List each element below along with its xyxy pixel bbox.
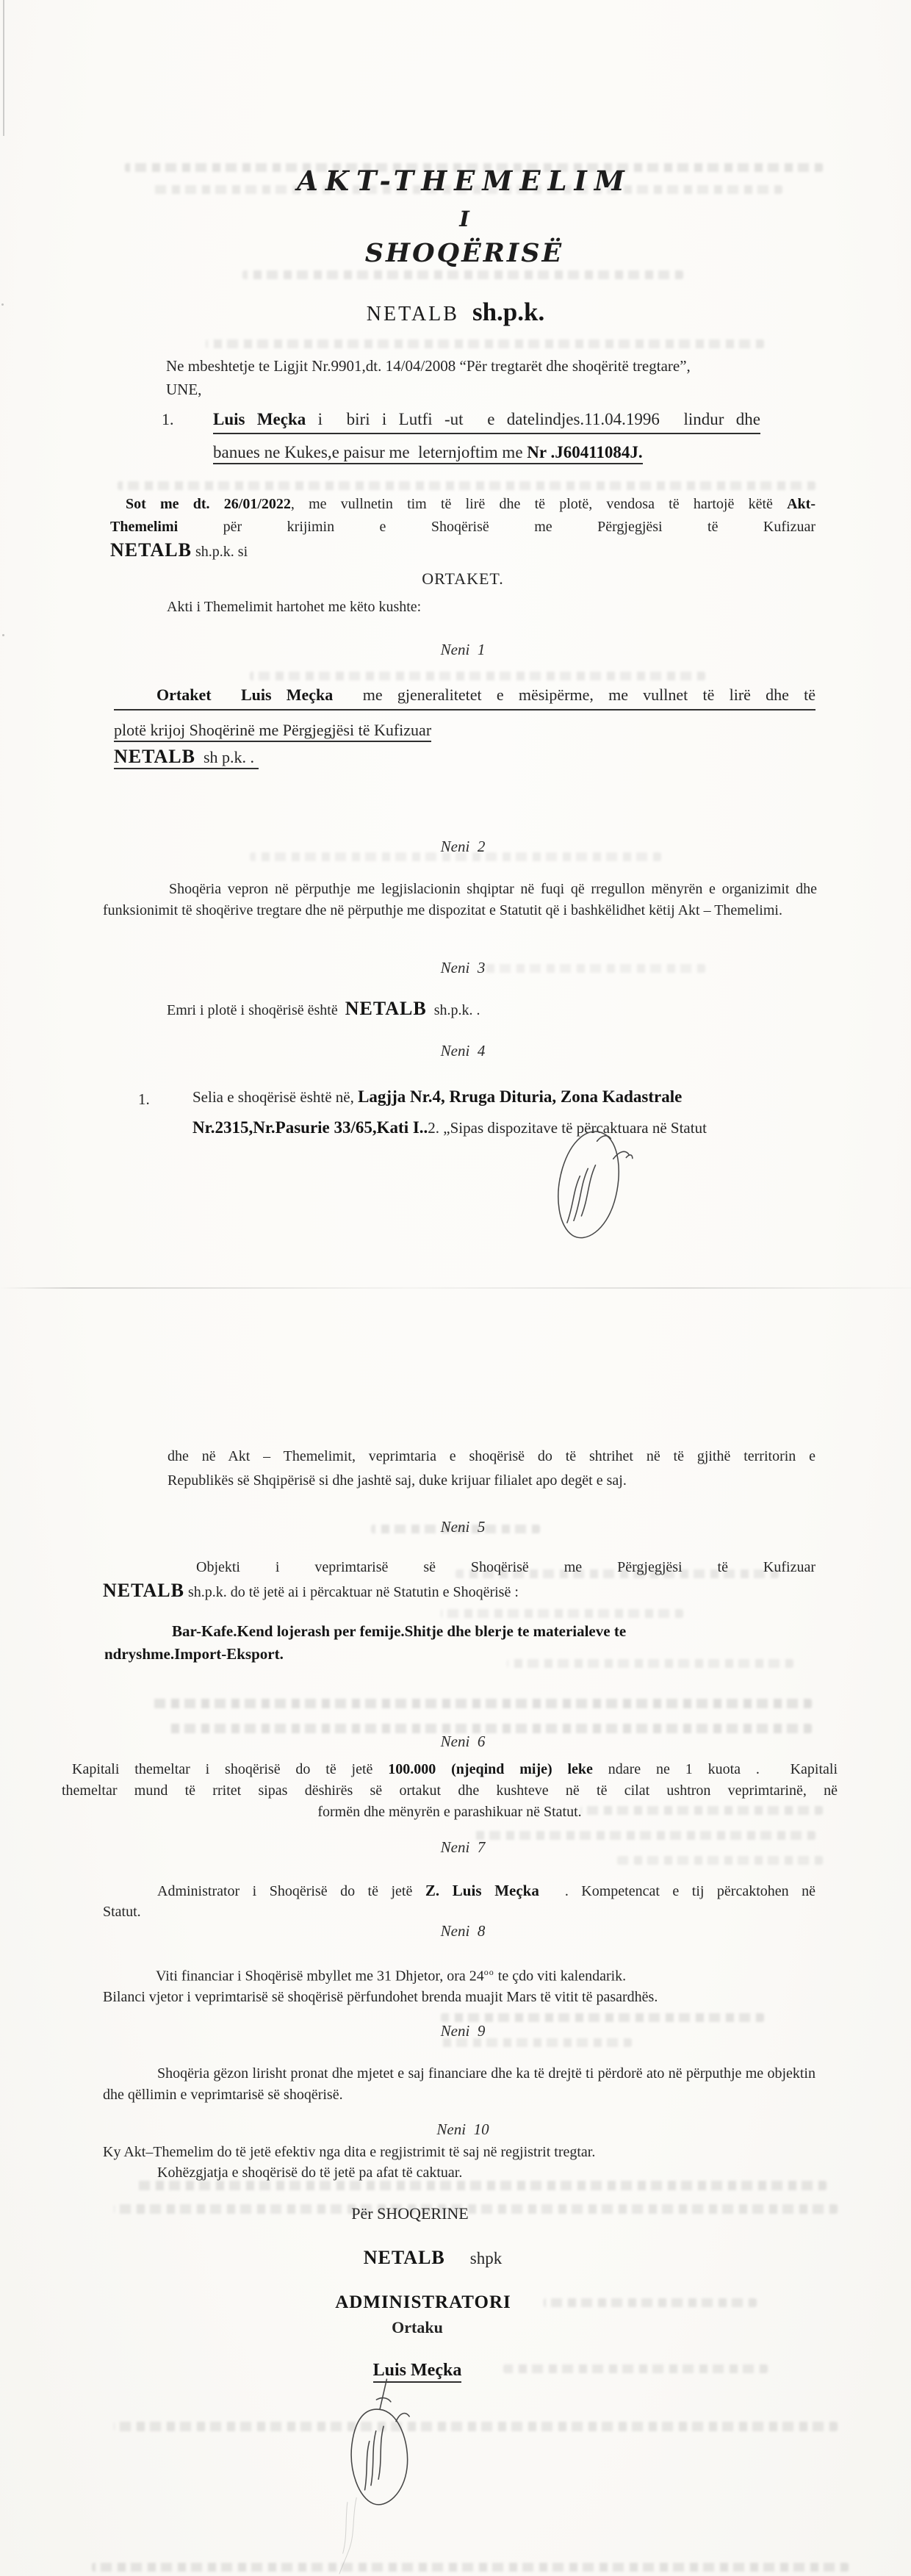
closing-company-line [58, 2247, 807, 2269]
for-company-line: Për SHOQERINE [351, 2204, 469, 2223]
signature-tail-faint [316, 2497, 386, 2576]
seat-line-2 [192, 1112, 817, 1143]
article-5-line-2-rest: sh.p.k. do të jetë ai i përcaktuar në Statutin e Shoqërisë : [184, 1584, 519, 1600]
administrator-line-2: Statut. [103, 1904, 141, 1920]
bleed-through-artifact [206, 339, 764, 348]
article-5-line-2 [103, 1580, 519, 1602]
article-1-line-1 [114, 683, 815, 710]
bleed-through-artifact [242, 270, 683, 279]
partners-heading: ORTAKET. [422, 569, 504, 588]
scan-edge-line [3, 0, 4, 136]
date-bold: Sot me dt. 26/01/2022 [126, 496, 291, 512]
founder-line-2 [213, 442, 760, 464]
article-6-heading: Neni 6 [440, 1733, 486, 1750]
une-line: UNE, [166, 381, 202, 398]
scan-speck [1, 303, 4, 306]
article-3-body [167, 998, 480, 1020]
signature-scribble [325, 2375, 439, 2516]
preamble-paragraph [110, 493, 815, 564]
article-3-post: sh.p.k. . [433, 1002, 480, 1018]
article-1-line-3 [114, 742, 815, 772]
founder-line-1-rest: i biri i Lutfi -ut e datelindjes.11.04.1996 lindur dhe [306, 410, 760, 428]
preamble-line-2-rest: për krijimin e Shoqërisë me Përgjegjësi të Kufizuar [178, 519, 815, 535]
law-reference-line: Ne mbeshtetje te Ligjit Nr.9901,dt. 14/04/2008 “Për tregtarët dhe shoqëritë tregtare”, [166, 357, 691, 375]
act-conditions-line: Akti i Themelimit hartohet me këto kushte: [167, 599, 422, 615]
article-4-cont-line-1: dhe në Akt – Themelimit, veprimtaria e shoqërisë do të shtrihet në të gjithë territorin e [168, 1448, 815, 1464]
founder-line-1 [213, 409, 760, 434]
company-name-header [81, 298, 830, 327]
founder-text [213, 409, 760, 464]
company-name: NETALB [110, 539, 192, 561]
company-name: NETALB [103, 1580, 184, 1601]
founder-name: Luis Meçka [213, 410, 306, 428]
article-1-line-2 [114, 718, 815, 742]
seat-pre: Selia e shoqërisë është në, [192, 1088, 359, 1106]
intro-paragraph [166, 354, 776, 401]
preamble-line-1 [110, 493, 815, 516]
signature-scribble [538, 1120, 636, 1251]
article-9-body: Shoqëria gëzon lirisht pronat dhe mjetet e saj financiare dhe ka të drejtë ti përdorë ato në përputhje me objektin dhe qëllimin e veprimtarisë së shoqërisë. [103, 2065, 815, 2103]
article-1-line-3-rest: sh p.k. . [195, 748, 259, 766]
administrator-name-bold: Z. Luis Meçka [425, 1882, 539, 1899]
bleed-through-artifact [118, 481, 815, 490]
seat-address-bold-2: Nr.2315,Nr.Pasurie 33/65,Kati I.. [192, 1118, 428, 1137]
company-name: NETALB [345, 998, 427, 1019]
seat-post: 2. „Sipas dispozitave të përcaktuara në Statut [428, 1119, 707, 1137]
company-name: NETALB [114, 746, 195, 767]
seat-text [192, 1082, 817, 1143]
capital-line-3: formën dhe mënyrën e parashikuar në Statut. [317, 1804, 582, 1820]
article-10-body [103, 2142, 819, 2183]
article-1-line-1-rest: me gjeneralitetet e mësipërme, me vullnet të lirë dhe të [333, 686, 815, 704]
themelimi-bold: Themelimi [110, 519, 179, 535]
company-type: shpk [469, 2249, 503, 2267]
administrator-role-line: ADMINISTRATORI [335, 2292, 511, 2312]
article-5-heading: Neni 5 [440, 1518, 486, 1536]
company-name: NETALB [363, 2247, 445, 2268]
activity-line-1: Bar-Kafe.Kend lojerash per femije.Shitje dhe blerje te materialeve te [172, 1622, 627, 1640]
hour-superscript: oo [483, 1967, 494, 1977]
article-2-body: Shoqëria vepron në përputhje me legjislacionin shqiptar në fuqi që rregullon mënyrën e organizimit dhe funksionimit të shoqërive tregtare dhe në përputhje me dispozitat e Statutit që i bashkëlidhet këtij Akt – Themelimi. [103, 881, 817, 918]
signer-name: Luis Meçka [373, 2361, 462, 2383]
title-line-2: I [459, 206, 469, 231]
document-title [90, 165, 839, 268]
preamble-line-3 [110, 539, 815, 564]
balance-line: Bilanci vjetor i veprimtarisë së shoqërisë përfundohet brenda muajit Mars të vitit të pasardhës. [103, 1988, 658, 2005]
bleed-through-artifact [114, 2422, 838, 2431]
bleed-through-artifact [250, 672, 705, 680]
article-9-heading: Neni 9 [440, 2022, 486, 2040]
article-4-continuation [168, 1444, 815, 1493]
article-8-heading: Neni 8 [440, 1922, 486, 1940]
effective-date-line: Ky Akt–Themelim do të jetë efektiv nga dita e regjistrimit të saj në regjistrit tregtar. [103, 2144, 596, 2160]
article-3-pre: Emri i plotë i shoqërisë është [167, 1002, 338, 1018]
bleed-through-artifact [151, 1699, 812, 1708]
fiscal-year-post: te çdo viti kalendarik. [494, 1968, 627, 1985]
business-activity [104, 1620, 766, 1666]
article-7-body [103, 1880, 815, 1922]
article-1-body [114, 683, 815, 772]
article-1-heading: Neni 1 [440, 641, 486, 658]
bleed-through-artifact [441, 2013, 764, 2022]
founder-list-item [162, 409, 760, 464]
duration-line: Kohëzgjatja e shoqërisë do të jetë pa afat të caktuar. [157, 2165, 463, 2181]
title-line-1: AKT-THEMELIM [297, 165, 632, 197]
bleed-through-artifact [617, 1856, 823, 1865]
article-7-heading: Neni 7 [440, 1838, 486, 1856]
fiscal-year-line [103, 1962, 815, 1987]
article-6-body [62, 1759, 838, 1823]
company-type: sh.p.k. [472, 298, 545, 326]
article-5-line-1: Objekti i veprimtarisë së Shoqërisë me Përgjegjësi të Kufizuar [196, 1559, 815, 1575]
article-2-heading: Neni 2 [440, 838, 486, 855]
capital-line-2: themeltar mund të rritet sipas dëshirës së ortakut dhe kushteve në të cilat ushtron veprimtarinë, në [62, 1782, 838, 1799]
capital-line-1 [62, 1759, 838, 1780]
article-4-heading: Neni 4 [440, 1042, 486, 1059]
preamble-line-3-rest: sh.p.k. si [192, 544, 248, 560]
list-number: 1. [162, 410, 174, 428]
akt-bold: Akt- [787, 496, 815, 512]
administrator-pre: Administrator i Shoqërisë do të jetë [157, 1883, 425, 1899]
article-1-line-2-text: plotë krijoj Shoqërinë me Përgjegjësi të Kufizuar [114, 721, 431, 742]
registered-seat-item [138, 1082, 817, 1143]
article-3-heading: Neni 3 [440, 959, 486, 976]
founder-id-number: Nr .J60411084J. [527, 443, 643, 461]
administrator-line-1 [103, 1880, 815, 1902]
bleed-through-artifact [441, 1609, 683, 1618]
seat-address-bold: Lagjja Nr.4, Rruga Dituria, Zona Kadastrale [358, 1087, 683, 1106]
capital-amount-bold: 100.000 (njeqind mije) leke [388, 1761, 593, 1777]
article-10-heading: Neni 10 [436, 2120, 489, 2138]
preamble-line-2 [110, 516, 815, 539]
fiscal-year-pre: Viti financiar i Shoqërisë mbyllet me 31 Dhjetor, ora 24 [156, 1968, 484, 1985]
partner-line: Ortaku [392, 2318, 443, 2336]
title-line-3: SHOQËRISË [364, 238, 564, 268]
scan-speck [2, 634, 4, 636]
seat-line-1 [192, 1082, 817, 1112]
list-number: 1. [138, 1090, 150, 1108]
administrator-post: . Kompetencat e tij përcaktohen në [539, 1883, 815, 1899]
company-name: NETALB [366, 303, 459, 325]
scan-fold-line [0, 1287, 911, 1289]
bleed-through-artifact [92, 2563, 849, 2572]
ortaket-name-bold: Ortaket Luis Meçka [156, 686, 334, 704]
preamble-line-1-rest: , me vullnetin tim të lirë dhe të plotë, vendosa të hartojë këtë [290, 496, 788, 512]
article-4-cont-line-2: Republikës së Shqipërisë si dhe jashtë saj, duke krijuar filialet apo degët e saj. [168, 1472, 627, 1489]
capital-pre: Kapitali themeltar i shoqërisë do të jetë [72, 1761, 389, 1777]
capital-post: ndare ne 1 kuota . Kapitali [592, 1761, 838, 1777]
article-8-body [103, 1962, 815, 2007]
activity-line-2: ndryshme.Import-Eksport. [104, 1645, 284, 1663]
founder-line-2-text: banues ne Kukes,e paisur me leternjoftim me [213, 443, 527, 461]
